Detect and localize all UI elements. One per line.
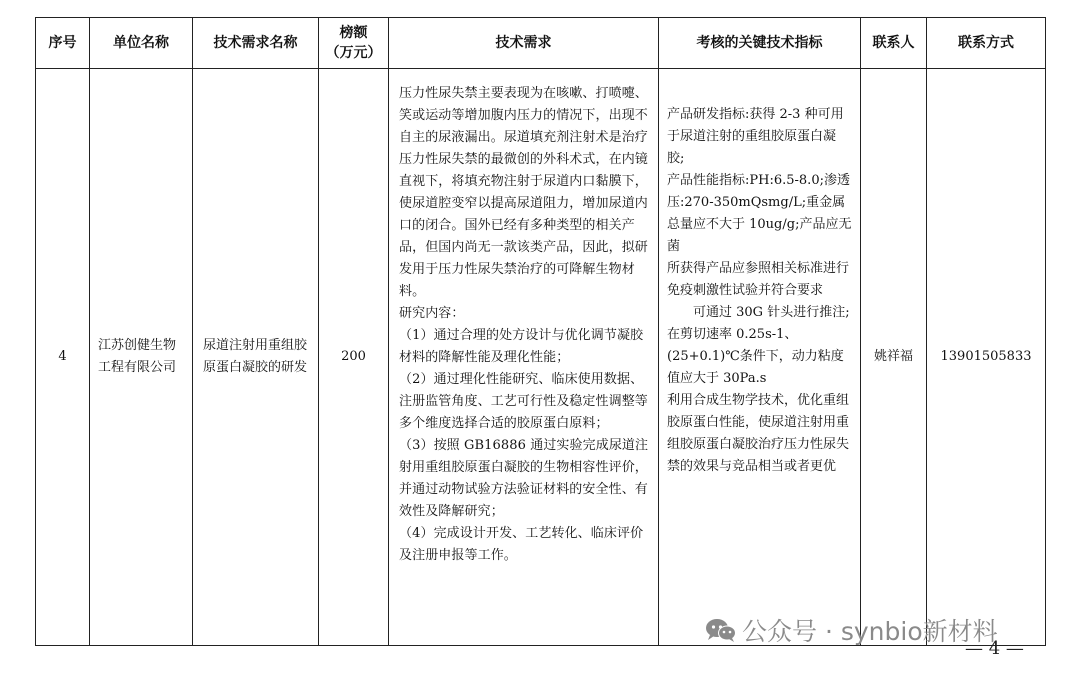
indicator-paragraph: 所获得产品应参照相关标准进行免疫刺激性试验并符合要求 [667,261,850,298]
demand-paragraph: （4）完成设计开发、工艺转化、临床评价及注册申报等工作。 [399,526,644,563]
page-number: — 4 — [965,638,1024,659]
cell-phone: 13901505833 [927,69,1046,646]
header-contact: 联系人 [861,18,927,69]
header-indicators: 考核的关键技术指标 [659,18,861,69]
header-phone: 联系方式 [927,18,1046,69]
indicator-paragraph: 利用合成生物学技术，优化重组胶原蛋白性能，使尿道注射用重组胶原蛋白凝胶治疗压力性尿失禁的效果与竞品相当或者更优 [667,393,850,474]
demand-paragraph: 研究内容： [399,306,465,321]
table-row [36,69,1046,646]
cell-demand [389,69,659,646]
header-unit: 单位名称 [90,18,193,69]
cell-index: 4 [36,69,90,646]
watermark-text: 公众号 · synbio新材料 [742,617,998,646]
wechat-icon [704,617,738,643]
cell-demand-name: 尿道注射用重组胶原蛋白凝胶的研发 [193,69,319,646]
cell-contact: 姚祥福 [861,69,927,646]
watermark [704,612,998,648]
demand-paragraph: （3）按照 GB16886 通过实验完成尿道注射用重组胶原蛋白凝胶的生物相容性评价，并通过动物试验方法验证材料的安全性、有效性及降解研究； [399,438,649,519]
header-index: 序号 [36,18,90,69]
header-amount-line1: 榜额 [339,25,368,41]
indicator-paragraph: 可通过 30G 针头进行推注;在剪切速率 0.25s-1、(25+0.1)℃条件下，动力粘度值应大于 30Pa.s [667,305,850,386]
demand-paragraph: 压力性尿失禁主要表现为在咳嗽、打喷嚏、笑或运动等增加腹内压力的情况下，出现不自主的尿液漏出。尿道填充剂注射术是治疗压力性尿失禁的最微创的外科术式，在内镜直视下，将填充物注射于尿道内口黏膜下，使尿道腔变窄以提高尿道阻力，增加尿道内口的闭合。国外已经有多种类型的相关产品，但国内尚无一款该类产品，因此，拟研发用于压力性尿失禁治疗的可降解生物材料。 [399,86,648,299]
requirements-table [35,17,1046,646]
header-amount [319,18,389,69]
header-amount-line2: （万元） [325,45,382,61]
demand-paragraph: （1）通过合理的处方设计与优化调节凝胶材料的降解性能及理化性能； [399,328,644,365]
header-demand-name: 技术需求名称 [193,18,319,69]
header-demand: 技术需求 [389,18,659,69]
cell-indicators [659,69,861,646]
demand-paragraph: （2）通过理化性能研究、临床使用数据、注册监管角度、工艺可行性及稳定性调整等多个维度选择合适的胶原蛋白原料； [399,372,648,431]
header-row [36,18,1046,69]
cell-unit: 江苏创健生物工程有限公司 [90,69,193,646]
cell-amount: 200 [319,69,389,646]
indicator-paragraph: 产品性能指标:PH:6.5-8.0;渗透压:270-350mQsmg/L;重金属总量应不大于 10ug/g;产品应无菌 [667,173,852,254]
indicator-paragraph: 产品研发指标:获得 2-3 种可用于尿道注射的重组胶原蛋白凝胶; [667,107,844,166]
